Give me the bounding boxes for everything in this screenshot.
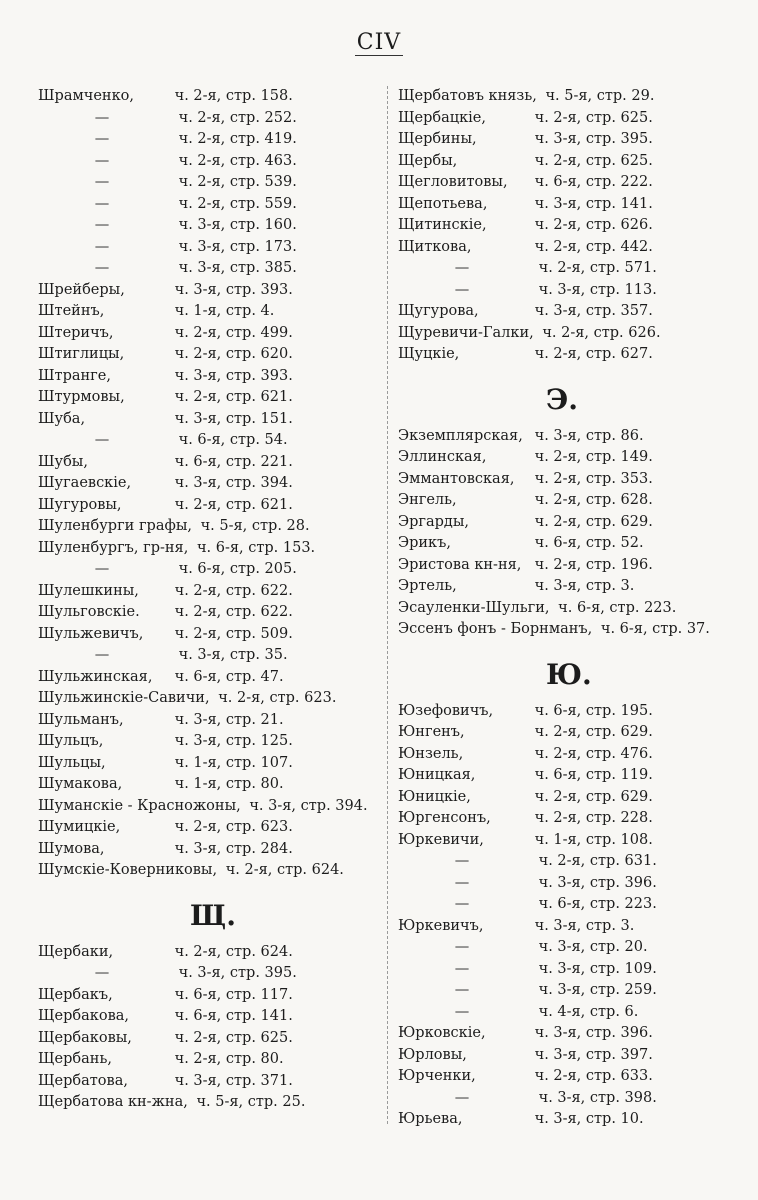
entry-reference: ч. 4-я, стр. 6. (538, 1003, 639, 1020)
index-entry (38, 602, 384, 624)
entry-reference: ч. 2-я, стр. 624. (225, 862, 344, 878)
entry-reference: ч. 3-я, стр. 173. (178, 238, 297, 255)
entry-reference: ч. 2-я, стр. 626. (534, 217, 653, 233)
index-entry (398, 344, 744, 366)
entry-name: Эристова кн-ня, (398, 556, 522, 573)
entry-name: — (454, 1003, 470, 1020)
entry-name: Юзефовичъ, (398, 702, 494, 719)
entry-reference: ч. 2-я, стр. 80. (174, 1051, 284, 1067)
index-entry (398, 129, 744, 151)
entry-reference: ч. 3-я, стр. 385. (178, 260, 297, 276)
entry-name: Шуманскіе - Красножоны, (38, 797, 241, 814)
entry-name: Юрковскіе, (398, 1025, 486, 1041)
entry-reference: ч. 2-я, стр. 571. (538, 260, 657, 276)
entry-reference: ч. 1-я, стр. 4. (174, 303, 275, 319)
entry-name: Щербатова, (38, 1072, 128, 1089)
entry-reference: ч. 2-я, стр. 629. (534, 724, 653, 740)
entry-reference: ч. 2-я, стр. 625. (174, 1029, 293, 1046)
entry-reference: ч. 3-я, стр. 284. (174, 840, 293, 857)
entry-name: — (94, 561, 110, 577)
entry-reference: ч. 6-я, стр. 153. (196, 539, 316, 556)
entry-reference: ч. 2-я, стр. 559. (178, 195, 297, 212)
entry-reference: ч. 2-я, стр. 624. (174, 943, 293, 960)
index-entry (38, 1006, 384, 1028)
index-entry-continuation (38, 194, 384, 216)
index-entry (398, 830, 744, 852)
index-entry (38, 942, 384, 964)
entry-name: — (94, 238, 110, 255)
entry-name: Шульманъ, (38, 711, 124, 728)
entry-name: Щуцкіе, (398, 346, 460, 362)
index-entry (38, 387, 384, 409)
index-entry (38, 1071, 384, 1093)
entry-name: Эрикъ, (398, 535, 451, 551)
entry-reference: ч. 1-я, стр. 80. (174, 776, 284, 792)
entry-reference: ч. 6-я, стр. 223. (558, 599, 677, 616)
entry-name: — (454, 982, 470, 998)
entry-reference: ч. 1-я, стр. 108. (534, 831, 653, 848)
entry-reference: ч. 2-я, стр. 196. (534, 556, 653, 573)
entry-reference: ч. 2-я, стр. 621. (174, 496, 293, 513)
entry-name: — (94, 432, 110, 448)
entry-name: Штеричъ, (38, 324, 114, 341)
index-entry-continuation (38, 258, 384, 280)
index-entry-continuation (398, 280, 744, 302)
entry-name: Штиглицы, (38, 346, 125, 362)
entry-name: Штурмовы, (38, 389, 125, 405)
entry-reference: ч. 3-я, стр. 141. (534, 195, 653, 212)
entry-reference: ч. 2-я, стр. 509. (174, 625, 293, 642)
entry-reference: ч. 5-я, стр. 25. (196, 1094, 306, 1110)
entry-name: Шумакова, (38, 776, 123, 792)
index-entry-continuation (398, 937, 744, 959)
entry-name: Шумицкіе, (38, 819, 121, 835)
index-entry (38, 839, 384, 861)
entry-reference: ч. 2-я, стр. 625. (534, 152, 653, 169)
index-entry (398, 701, 744, 723)
index-entry (398, 512, 744, 534)
entry-name: — (94, 174, 110, 190)
index-entry (398, 447, 744, 469)
index-entry (38, 86, 384, 108)
index-entry (38, 1028, 384, 1050)
entry-name: Шрамченко, (38, 88, 134, 104)
entry-name: Юницкіе, (398, 788, 471, 805)
index-entry (38, 624, 384, 646)
index-entry (398, 237, 744, 259)
entry-reference: ч. 3-я, стр. 109. (538, 960, 657, 977)
entry-name: Шулешкины, (38, 582, 139, 599)
entry-name: — (94, 647, 110, 663)
entry-reference: ч. 2-я, стр. 228. (534, 810, 653, 826)
entry-name: — (94, 260, 110, 276)
entry-reference: ч. 2-я, стр. 499. (174, 324, 293, 341)
entry-reference: ч. 3-я, стр. 393. (174, 367, 293, 384)
entry-reference: ч. 3-я, стр. 3. (534, 917, 635, 934)
entry-name: — (454, 853, 470, 869)
entry-name: Щегловитовы, (398, 174, 508, 190)
index-entry (398, 469, 744, 491)
entry-name: — (454, 960, 470, 977)
index-entry (398, 722, 744, 744)
entry-name: — (454, 260, 470, 276)
index-entry (398, 1045, 744, 1067)
entry-name: — (454, 1089, 470, 1106)
index-entry-continuation (398, 1002, 744, 1024)
entry-reference: ч. 3-я, стр. 151. (174, 410, 293, 427)
entry-name: — (94, 217, 110, 233)
index-column-left (38, 86, 384, 1114)
index-entry (398, 533, 744, 555)
entry-name: Шульговскіе. (38, 604, 140, 620)
entry-name: Эссенъ фонъ - Борнманъ, (398, 621, 593, 637)
entry-name: Шубы, (38, 453, 88, 470)
entry-name: — (94, 131, 110, 147)
entry-name: Шуленбургъ, гр-ня, (38, 539, 189, 556)
index-column-right (398, 86, 744, 1131)
index-entry (38, 1092, 384, 1114)
index-entry-continuation (38, 645, 384, 667)
entry-name: Щербань, (38, 1051, 112, 1067)
entry-reference: ч. 3-я, стр. 398. (538, 1089, 657, 1106)
index-entry (398, 108, 744, 130)
entry-name: Шуленбурги графы, (38, 518, 192, 534)
index-entry (38, 280, 384, 302)
entry-name: Шульжинскіе-Савичи, (38, 690, 210, 706)
entry-name: Шумова, (38, 840, 105, 857)
index-entry (398, 916, 744, 938)
entry-name: Шульжевичъ, (38, 625, 144, 642)
index-entry-continuation (398, 894, 744, 916)
index-entry (398, 1109, 744, 1131)
entry-name: Эммантовская, (398, 470, 515, 487)
index-entry (398, 172, 744, 194)
entry-reference: ч. 3-я, стр. 395. (534, 131, 653, 147)
entry-reference: ч. 6-я, стр. 223. (538, 896, 657, 912)
index-entry (398, 86, 744, 108)
entry-reference: ч. 3-я, стр. 393. (174, 281, 293, 298)
index-entry (398, 426, 744, 448)
index-entry (398, 555, 744, 577)
index-entry (38, 538, 384, 560)
entry-name: Эсауленки-Шульги, (398, 599, 550, 616)
index-entry (38, 344, 384, 366)
entry-name: — (454, 281, 470, 298)
entry-name: Щуревичи-Галки, (398, 324, 534, 341)
section-letter: Ю. (546, 657, 592, 691)
entry-name: Шульцы, (38, 754, 106, 771)
entry-reference: ч. 2-я, стр. 629. (534, 513, 653, 530)
entry-name: Щербины, (398, 131, 477, 147)
entry-name: Эллинская, (398, 449, 487, 465)
entry-reference: ч. 3-я, стр. 10. (534, 1111, 644, 1127)
entry-reference: ч. 2-я, стр. 463. (178, 152, 297, 169)
index-entry (398, 576, 744, 598)
entry-name: Шрейберы, (38, 281, 125, 298)
entry-reference: ч. 1-я, стр. 107. (174, 754, 293, 771)
entry-name: Щербакъ, (38, 986, 113, 1003)
entry-name: Юркевичъ, (398, 917, 484, 934)
entry-name: Юргенсонъ, (398, 810, 491, 826)
entry-name: Шуба, (38, 410, 86, 427)
entry-name: Штранге, (38, 367, 111, 384)
entry-name: Эргарды, (398, 513, 469, 530)
entry-reference: ч. 3-я, стр. 371. (174, 1072, 293, 1089)
entry-name: — (454, 874, 470, 891)
entry-name: Щербаковы, (38, 1029, 132, 1046)
index-entry (38, 366, 384, 388)
entry-reference: ч. 6-я, стр. 222. (534, 174, 653, 190)
entry-reference: ч. 3-я, стр. 125. (174, 733, 293, 749)
entry-name: Шугаевскіе, (38, 475, 132, 491)
section-letter: Э. (546, 382, 579, 416)
entry-reference: ч. 3-я, стр. 21. (174, 711, 284, 728)
entry-name: Юрьева, (398, 1111, 463, 1127)
entry-reference: ч. 2-я, стр. 158. (174, 88, 293, 104)
index-entry (398, 301, 744, 323)
index-entry (38, 688, 384, 710)
index-entry (398, 744, 744, 766)
index-entry-continuation (38, 430, 384, 452)
index-entry-continuation (398, 873, 744, 895)
index-entry (38, 495, 384, 517)
entry-reference: ч. 2-я, стр. 476. (534, 745, 653, 762)
index-entry (38, 860, 384, 882)
entry-reference: ч. 3-я, стр. 20. (538, 939, 648, 955)
entry-name: Шульжинская, (38, 668, 153, 685)
entry-reference: ч. 3-я, стр. 396. (538, 874, 657, 891)
entry-name: Юркевичи, (398, 831, 484, 848)
entry-reference: ч. 2-я, стр. 621. (174, 389, 293, 405)
entry-name: — (454, 896, 470, 912)
entry-reference: ч. 3-я, стр. 3. (534, 578, 635, 594)
index-entry-continuation (38, 129, 384, 151)
index-entry-continuation (38, 172, 384, 194)
index-entry (398, 808, 744, 830)
index-entry (398, 323, 744, 345)
entry-name: Юнгенъ, (398, 724, 465, 740)
entry-reference: ч. 6-я, стр. 52. (534, 535, 644, 551)
entry-reference: ч. 3-я, стр. 397. (534, 1046, 653, 1063)
entry-reference: ч. 2-я, стр. 623. (218, 690, 337, 706)
entry-name: — (94, 195, 110, 212)
entry-name: — (94, 152, 110, 169)
entry-reference: ч. 2-я, стр. 620. (174, 346, 293, 362)
entry-reference: ч. 2-я, стр. 442. (534, 238, 653, 255)
entry-reference: ч. 2-я, стр. 622. (174, 582, 293, 599)
index-entry-continuation (38, 963, 384, 985)
index-entry (398, 151, 744, 173)
entry-name: Шульцъ, (38, 733, 104, 749)
index-entry (398, 1023, 744, 1045)
entry-reference: ч. 6-я, стр. 141. (174, 1008, 293, 1024)
index-entry (38, 796, 384, 818)
entry-name: Щербакова, (38, 1008, 129, 1024)
entry-reference: ч. 2-я, стр. 626. (542, 324, 661, 341)
entry-name: Юрловы, (398, 1046, 467, 1063)
entry-name: — (94, 109, 110, 126)
index-entry-continuation (38, 559, 384, 581)
entry-reference: ч. 2-я, стр. 252. (178, 109, 297, 126)
index-entry-continuation (398, 959, 744, 981)
index-entry-continuation (38, 215, 384, 237)
index-entry (398, 194, 744, 216)
column-divider (387, 86, 388, 1124)
index-entry (38, 774, 384, 796)
entry-reference: ч. 3-я, стр. 160. (178, 217, 297, 233)
entry-name: Щербаки, (38, 943, 114, 960)
index-entry-continuation (398, 258, 744, 280)
entry-reference: ч. 2-я, стр. 623. (174, 819, 293, 835)
index-entry (398, 598, 744, 620)
entry-name: Щербы, (398, 152, 458, 169)
entry-reference: ч. 3-я, стр. 357. (534, 303, 653, 319)
index-entry (38, 323, 384, 345)
entry-reference: ч. 3-я, стр. 86. (534, 427, 644, 444)
index-entry (38, 409, 384, 431)
entry-name: Щитинскіе, (398, 217, 487, 233)
index-entry (398, 490, 744, 512)
index-entry (38, 753, 384, 775)
entry-name: — (454, 939, 470, 955)
entry-reference: ч. 3-я, стр. 395. (178, 965, 297, 981)
index-entry (38, 581, 384, 603)
entry-reference: ч. 2-я, стр. 353. (534, 470, 653, 487)
index-entry (398, 619, 744, 641)
entry-name: Штейнъ, (38, 303, 105, 319)
entry-name: Щербатовъ князь, (398, 88, 537, 104)
index-entry (38, 452, 384, 474)
entry-reference: ч. 5-я, стр. 29. (545, 88, 655, 104)
index-entry-continuation (398, 1088, 744, 1110)
index-entry (38, 473, 384, 495)
entry-name: Энгель, (398, 492, 457, 508)
entry-reference: ч. 2-я, стр. 627. (534, 346, 653, 362)
entry-reference: ч. 3-я, стр. 259. (538, 982, 657, 998)
index-entry (38, 667, 384, 689)
index-entry (38, 731, 384, 753)
entry-name: Щугурова, (398, 303, 479, 319)
entry-reference: ч. 3-я, стр. 394. (249, 797, 368, 814)
entry-reference: ч. 6-я, стр. 117. (174, 986, 293, 1003)
entry-reference: ч. 5-я, стр. 28. (200, 518, 310, 534)
entry-name: Шугуровы, (38, 496, 122, 513)
entry-name: — (94, 965, 110, 981)
entry-name: Щербатова кн-жна, (38, 1094, 188, 1110)
index-entry (38, 301, 384, 323)
entry-reference: ч. 6-я, стр. 54. (178, 432, 288, 448)
entry-name: Юнзель, (398, 745, 464, 762)
entry-reference: ч. 6-я, стр. 221. (174, 453, 293, 470)
index-entry (398, 215, 744, 237)
entry-name: Шумскіе-Коверниковы, (38, 862, 218, 878)
index-entry (38, 1049, 384, 1071)
entry-name: Экземплярская, (398, 427, 523, 444)
index-entry (38, 516, 384, 538)
entry-name: Щиткова, (398, 238, 472, 255)
index-entry-continuation (38, 151, 384, 173)
entry-reference: ч. 2-я, стр. 629. (534, 788, 653, 805)
entry-reference: ч. 3-я, стр. 396. (534, 1025, 653, 1041)
entry-reference: ч. 6-я, стр. 47. (174, 668, 284, 685)
entry-reference: ч. 2-я, стр. 633. (534, 1068, 653, 1084)
entry-reference: ч. 3-я, стр. 394. (174, 475, 293, 491)
index-entry (398, 1066, 744, 1088)
entry-name: Юницкая, (398, 767, 476, 783)
index-entry (38, 985, 384, 1007)
entry-reference: ч. 3-я, стр. 113. (538, 281, 657, 298)
entry-reference: ч. 2-я, стр. 628. (534, 492, 653, 508)
index-entry-continuation (38, 237, 384, 259)
index-entry-continuation (398, 851, 744, 873)
index-entry (398, 765, 744, 787)
index-entry-continuation (38, 108, 384, 130)
entry-reference: ч. 6-я, стр. 37. (600, 621, 710, 637)
entry-reference: ч. 2-я, стр. 149. (534, 449, 653, 465)
entry-reference: ч. 2-я, стр. 625. (534, 109, 653, 126)
index-entry (38, 817, 384, 839)
entry-reference: ч. 3-я, стр. 35. (178, 647, 288, 663)
entry-reference: ч. 2-я, стр. 631. (538, 853, 657, 869)
entry-reference: ч. 6-я, стр. 119. (534, 767, 653, 783)
entry-name: Эртель, (398, 578, 457, 594)
index-entry (38, 710, 384, 732)
entry-reference: ч. 2-я, стр. 419. (178, 131, 297, 147)
entry-reference: ч. 2-я, стр. 622. (174, 604, 293, 620)
index-entry (398, 787, 744, 809)
entry-name: Юрченки, (398, 1068, 476, 1084)
page-number: CIV (356, 30, 402, 55)
entry-reference: ч. 6-я, стр. 205. (178, 561, 297, 577)
section-letter: Щ. (190, 898, 236, 932)
entry-reference: ч. 2-я, стр. 539. (178, 174, 297, 190)
entry-name: Щепотьева, (398, 195, 488, 212)
entry-name: Щербацкіе, (398, 109, 486, 126)
index-entry-continuation (398, 980, 744, 1002)
entry-reference: ч. 6-я, стр. 195. (534, 702, 653, 719)
